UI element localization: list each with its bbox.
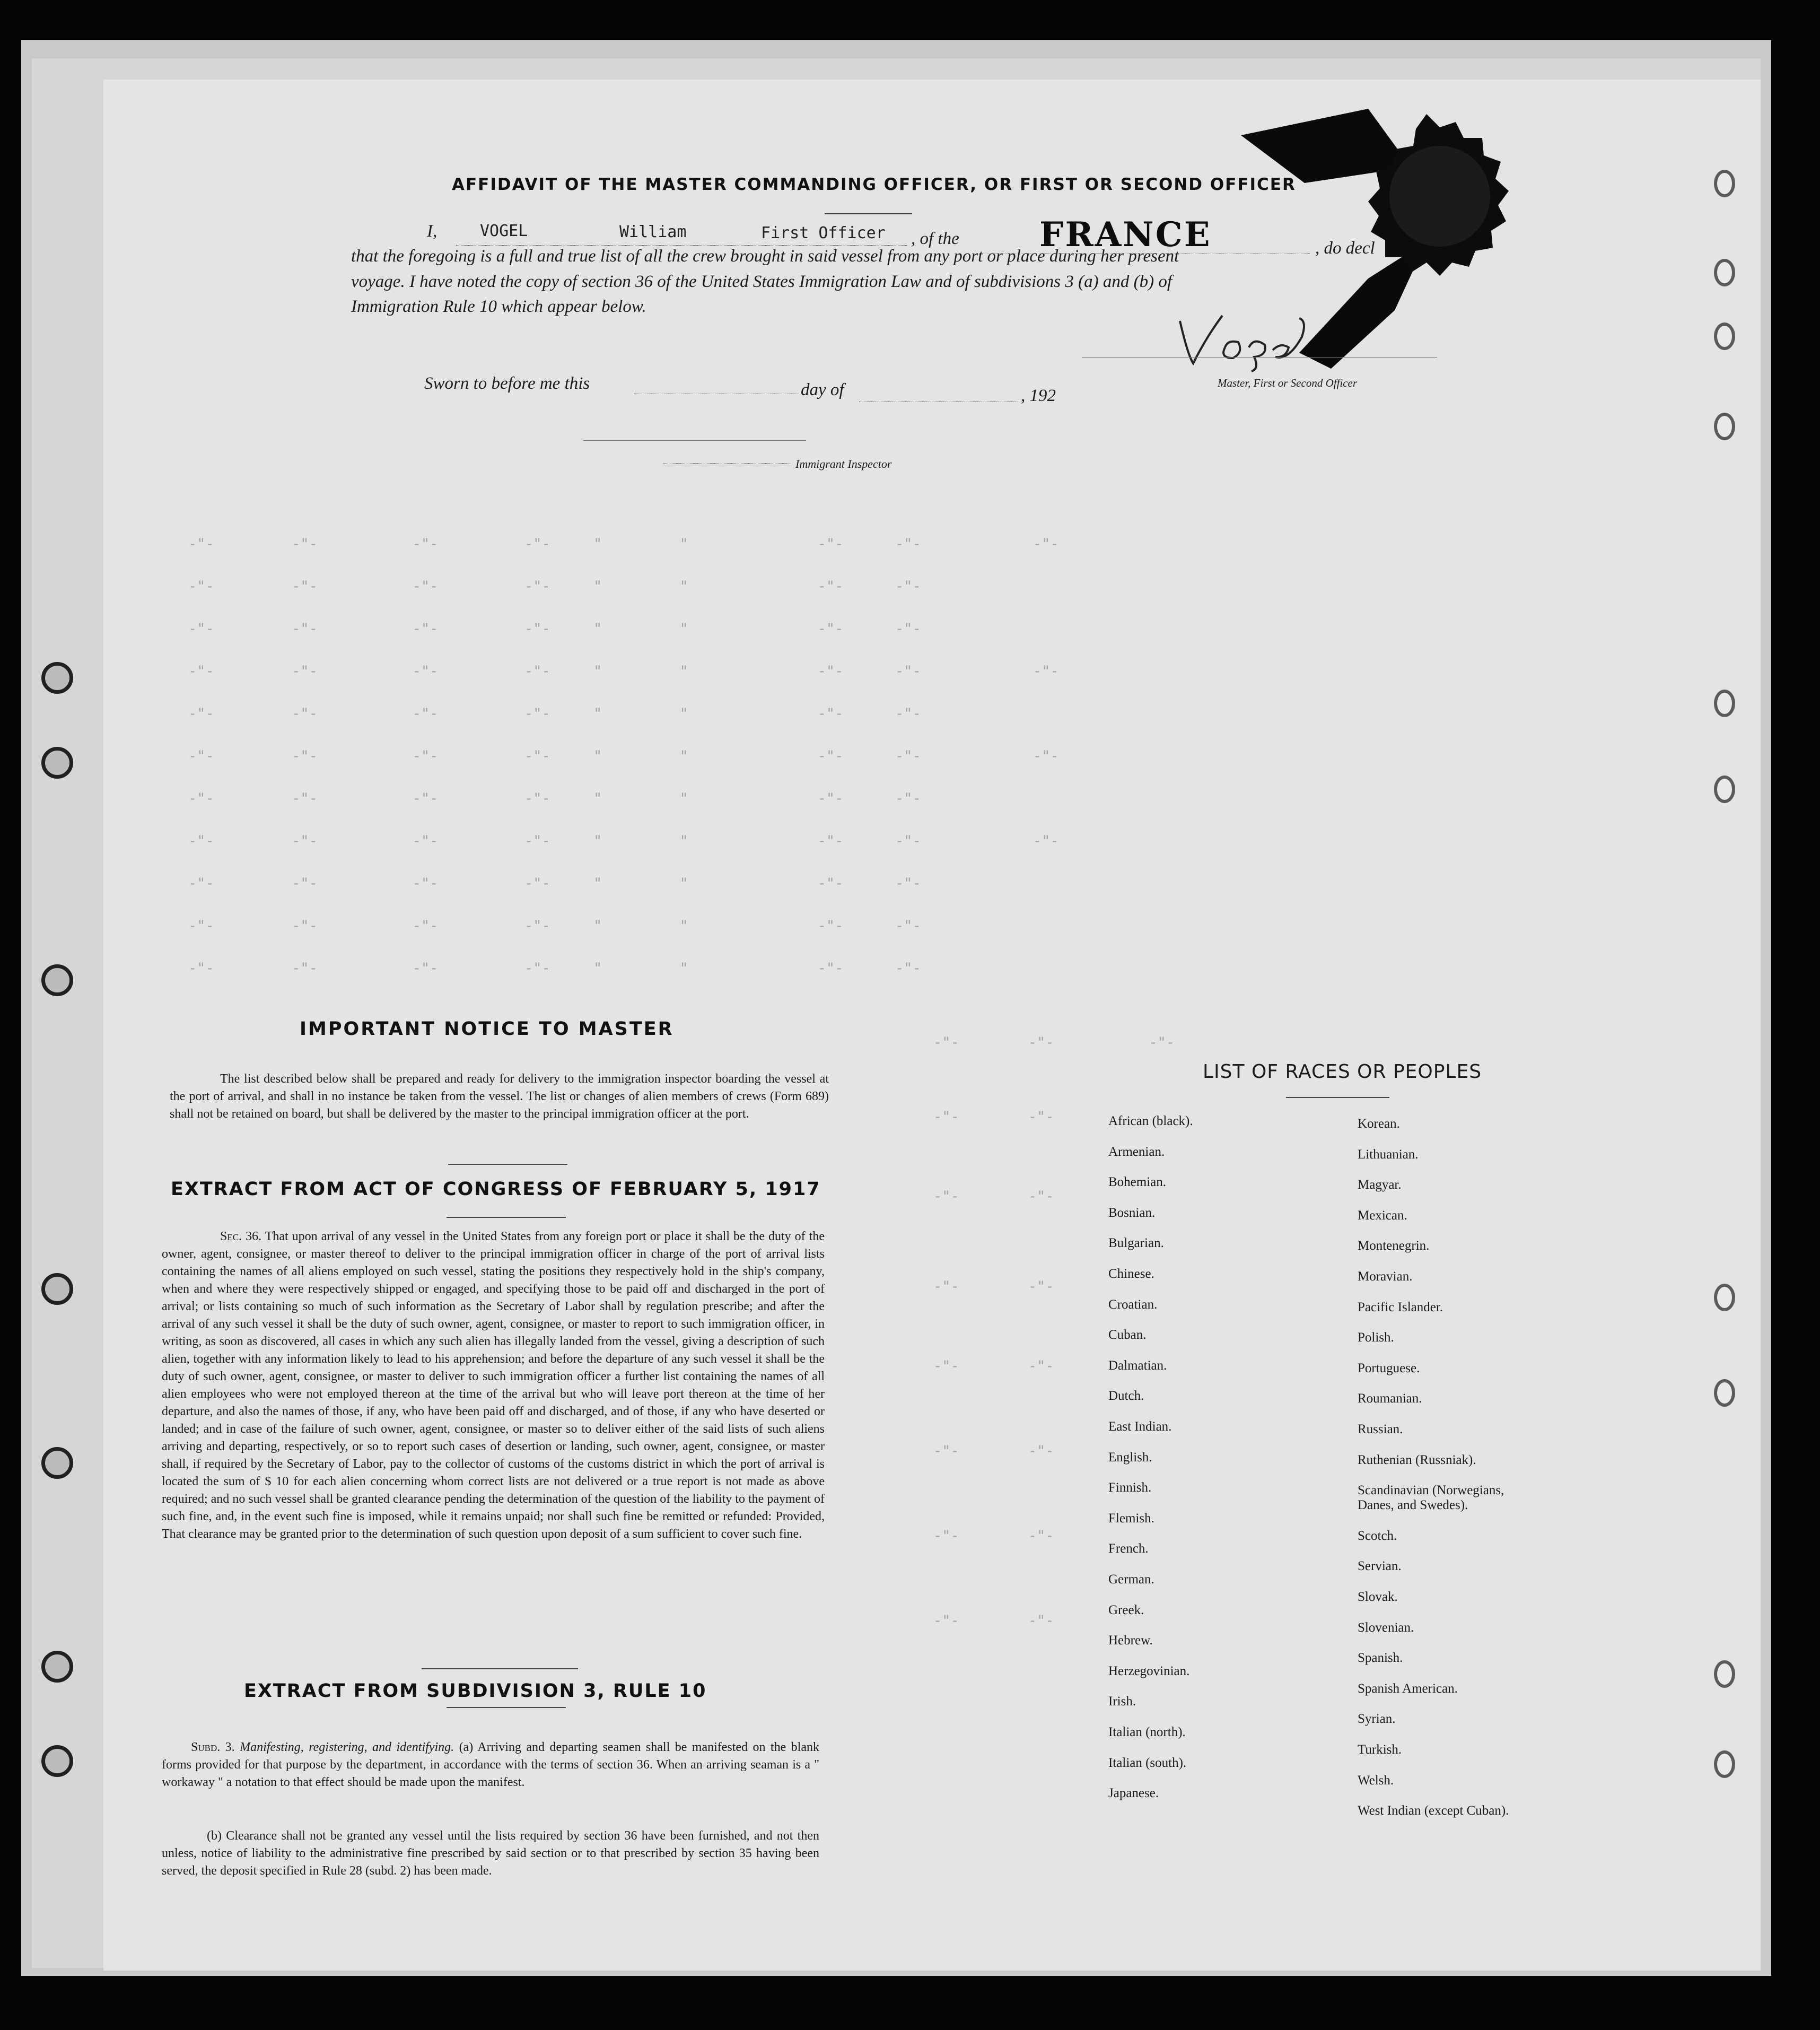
race-item: Dalmatian. [1108, 1358, 1167, 1373]
binder-hole [1714, 1379, 1735, 1407]
race-item: English. [1108, 1450, 1152, 1465]
signature-caption: Master, First or Second Officer [1218, 377, 1358, 389]
divider [447, 1707, 566, 1708]
race-item: Syrian. [1358, 1712, 1396, 1727]
rule-para-a-text: (a) Arriving and departing seamen shall be manifested on the blank forms provided for that purpose by the department, in accordance with the terms of section 36. When an arriving seaman is a " workaway " a notation to that effect should be made upon the manifest. [162, 1740, 819, 1789]
race-item: Slovenian. [1358, 1620, 1414, 1635]
race-item: Magyar. [1358, 1178, 1402, 1192]
binder-hole [41, 1651, 73, 1683]
race-item: Hebrew. [1108, 1633, 1153, 1648]
divider [422, 1668, 578, 1669]
race-item: Herzegovinian. [1108, 1663, 1190, 1678]
affidavit-title: AFFIDAVIT OF THE MASTER COMMANDING OFFICER, OR FIRST OR SECOND OFFICER [452, 175, 1296, 194]
race-item: Bosnian. [1108, 1205, 1156, 1220]
binder-hole [41, 964, 73, 996]
signature-icon [1175, 305, 1334, 374]
race-item: Ruthenian (Russniak). [1358, 1452, 1476, 1467]
race-item: Spanish American. [1358, 1681, 1458, 1696]
race-item: Scandinavian (Norwegians, Danes, and Swedes). [1358, 1483, 1504, 1513]
declaration-line-1: that the foregoing is a full and true list of all the crew brought in said vessel from any port or place during her present [351, 247, 1179, 266]
binder-hole [1714, 690, 1735, 717]
of-the-label: , of the [911, 229, 959, 248]
race-item: Turkish. [1358, 1743, 1402, 1757]
rule-subd-label: Subd. 3. [191, 1740, 235, 1754]
race-item: Irish. [1108, 1694, 1136, 1709]
race-item: Chinese. [1108, 1267, 1154, 1281]
signature-line [1082, 357, 1437, 358]
binder-hole [41, 1273, 73, 1305]
binder-hole [1714, 1284, 1735, 1311]
binder-hole [1714, 1750, 1735, 1778]
race-item: Russian. [1358, 1422, 1403, 1436]
officer-rank: First Officer [761, 224, 886, 242]
race-item: Servian. [1358, 1559, 1402, 1574]
race-item: Greek. [1108, 1602, 1144, 1617]
rule-para-a [162, 1739, 819, 1791]
sworn-label: Sworn to before me this [424, 374, 590, 393]
race-item: Italian (north). [1108, 1725, 1186, 1739]
do-declare-label: , do decl [1315, 239, 1375, 258]
race-item: Italian (south). [1108, 1755, 1187, 1770]
race-item: Japanese. [1108, 1786, 1159, 1801]
race-item: Scotch. [1358, 1528, 1397, 1543]
act-text [162, 1228, 825, 1543]
binder-hole [41, 747, 73, 779]
race-item: Montenegrin. [1358, 1239, 1430, 1253]
rule-subd-title: Manifesting, registering, and identifying. [240, 1740, 454, 1754]
race-item: Polish. [1358, 1330, 1394, 1345]
act-section-label: Sec. 36. [220, 1230, 262, 1243]
vessel-name: FRANCE [1039, 215, 1212, 255]
officer-given-name: William [619, 223, 687, 241]
notice-text: The list described below shall be prepared and ready for delivery to the immigration inspector boarding the vessel at the port of arrival, and shall in no instance be taken from the vessel. The list or changes of alien members of crews (Form 689) shall not be retained on board, but shall be delivered by the master to the principal immigration officer at the port. [170, 1072, 829, 1121]
race-item: Roumanian. [1358, 1391, 1422, 1406]
binder-hole [1714, 413, 1735, 440]
race-item: German. [1108, 1572, 1154, 1587]
binder-hole [41, 1447, 73, 1479]
act-heading: EXTRACT FROM ACT OF CONGRESS OF FEBRUARY 5, 1917 [171, 1179, 821, 1200]
notice-heading: IMPORTANT NOTICE TO MASTER [300, 1018, 674, 1040]
declaration-lead: I, [427, 222, 438, 241]
declaration-line-3: Immigration Rule 10 which appear below. [351, 297, 646, 316]
race-item: Lithuanian. [1358, 1147, 1419, 1162]
rule-heading: EXTRACT FROM SUBDIVISION 3, RULE 10 [244, 1680, 707, 1702]
rule-para-b: (b) Clearance shall not be granted any vessel until the lists required by section 36 have been furnished, and not then unless, notice of liability to the administrative fine prescribed by said section or to that prescribed by section 35 having been served, the deposit specified in Rule 28 (subd. 2) has been made. [162, 1829, 819, 1878]
name-fill-line [456, 245, 907, 246]
declaration-line-2: voyage. I have noted the copy of section 36 of the United States Immigration Law and of subdivisions 3 (a) and (b) of [351, 272, 1172, 291]
race-item: West Indian (except Cuban). [1358, 1804, 1509, 1818]
race-item: French. [1108, 1541, 1149, 1556]
race-item: Flemish. [1108, 1511, 1154, 1526]
binder-hole [41, 662, 73, 694]
binder-hole [1714, 323, 1735, 350]
inspector-line [583, 440, 806, 441]
race-item: Portuguese. [1358, 1361, 1420, 1375]
race-item: Pacific Islander. [1358, 1300, 1443, 1314]
act-section-body: That upon arrival of any vessel in the United States from any foreign port or place it shall be the duty of the owner, agent, consignee, or master thereof to deliver to the principal immigration officer in charge of the port of arrival lists containing the names of all aliens employed on such vessel, stating the positions they respectively hold in the ship's company, when and where they were respectively shipped or engaged, and specifying those to be paid off and discharged in the port of arrival; or lists containing so much of such information as the Secretary of Labor shall by regulation prescribe; and after the arrival of any such vessel it shall be the duty of such owner, agent, consignee, or master to report to such immigration officer, in writing, as soon as discovered, all cases in which any such alien has illegally landed from the vessel, giving a description of such alien, together with any information likely to lead to his apprehension; and before the departure of any such vessel it shall be the duty of such owner, agent, consignee, or master to deliver to such immigration officer a further list containing the names of all alien employees who were not employed thereon at the time of the arrival but who will leave port thereon at the time of her departure, and also the names of those, if any, who have been paid off and discharged, and of those, if any who have deserted or landed; and in case of the failure of such owner, agent, consignee, or master so to deliver either of the said lists of such aliens arriving and departing, respectively, or so to report such cases of desertion or landing, such owner, agent, consignee, or master shall, if required by the Secretary of Labor, pay to the collector of customs of the customs district in which the port of arrival is located the sum of $ 10 for each alien concerning whom correct lists are not delivered or a true report is not made as above required; and no such vessel shall be granted clearance pending the determination of the question of the liability to the payment of such fine, and, in the event such fine is imposed, while it remains unpaid; nor shall such fine be remitted or refunded: Provided, That clearance may be granted prior to the determination of such question upon deposit of a sum sufficient to cover such fine. [162, 1230, 825, 1541]
binder-hole [41, 1745, 73, 1777]
binder-hole [1714, 170, 1735, 197]
race-item: Croatian. [1108, 1297, 1158, 1312]
binder-hole [1714, 776, 1735, 803]
divider [1286, 1097, 1389, 1098]
divider [825, 213, 912, 214]
day-of-label: day of [801, 380, 844, 399]
race-item: Bulgarian. [1108, 1236, 1164, 1251]
inspector-line [663, 463, 790, 464]
officer-surname: VOGEL [480, 222, 528, 240]
divider [448, 1164, 567, 1165]
binder-hole [1714, 259, 1735, 286]
binder-hole [1714, 1660, 1735, 1688]
race-item: Moravian. [1358, 1269, 1413, 1284]
sworn-year: , 192 [1021, 386, 1056, 405]
race-item: Armenian. [1108, 1144, 1165, 1159]
race-item: Welsh. [1358, 1773, 1394, 1788]
race-item: Dutch. [1108, 1389, 1144, 1404]
inspector-caption: Immigrant Inspector [795, 457, 892, 471]
race-item: Finnish. [1108, 1480, 1152, 1495]
race-item: Slovak. [1358, 1590, 1398, 1604]
race-item: Korean. [1358, 1117, 1400, 1131]
race-item: Spanish. [1358, 1651, 1403, 1666]
race-item: African (black). [1108, 1114, 1193, 1128]
race-item: Bohemian. [1108, 1175, 1167, 1190]
race-item: Mexican. [1358, 1208, 1407, 1223]
races-heading: LIST OF RACES OR PEOPLES [1203, 1061, 1482, 1083]
race-item: East Indian. [1108, 1419, 1172, 1434]
race-item: Cuban. [1108, 1328, 1147, 1343]
divider [447, 1217, 566, 1218]
